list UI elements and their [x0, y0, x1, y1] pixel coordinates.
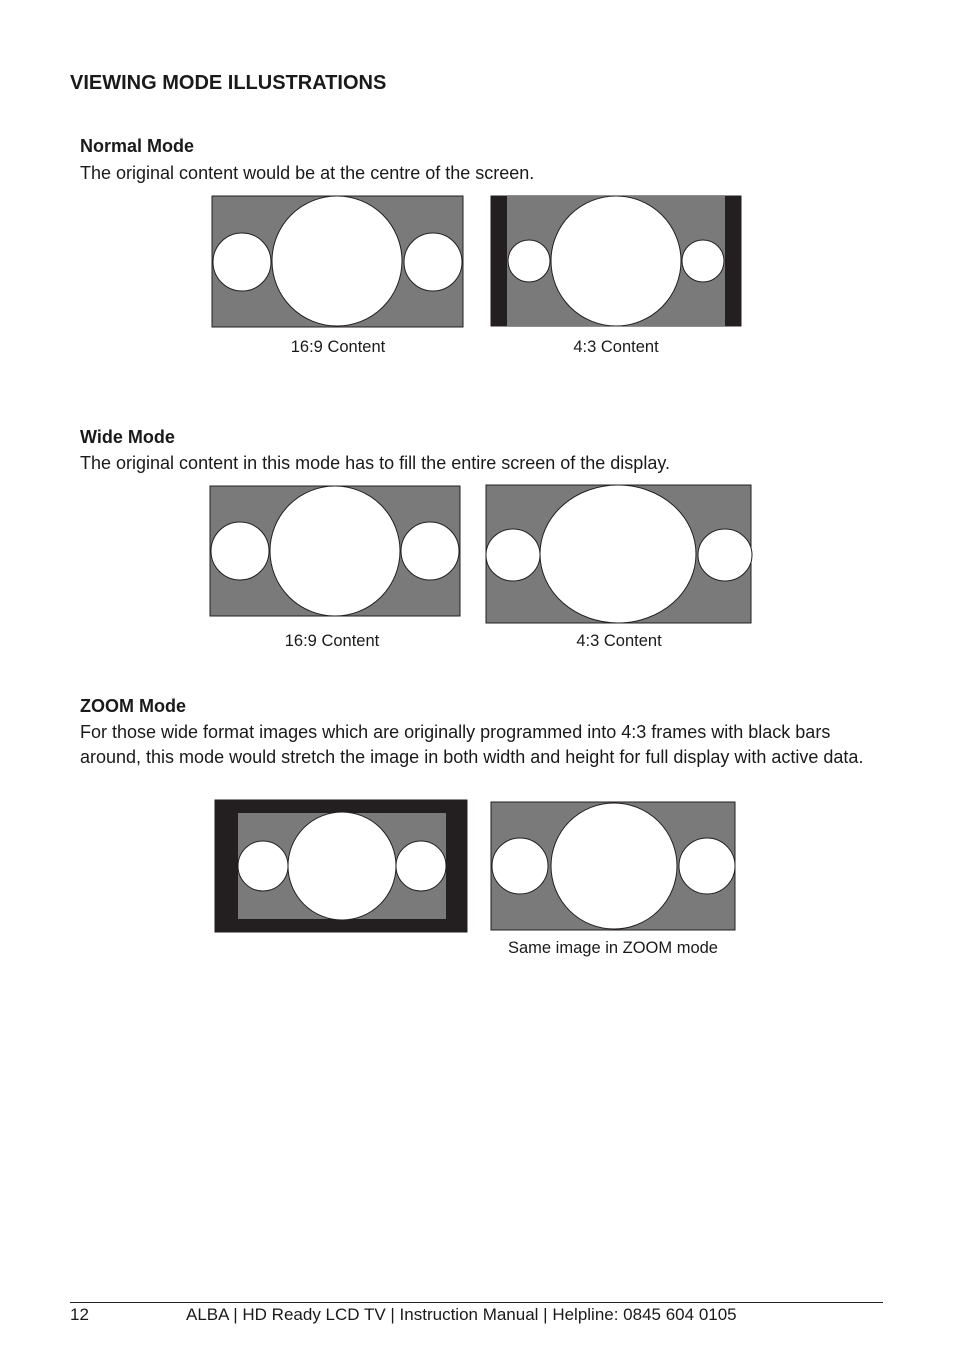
footer-rule — [70, 1302, 883, 1303]
normal-4-3-illustration — [490, 195, 743, 328]
zoom-mode-title: ZOOM Mode — [80, 696, 186, 716]
footer-text: ALBA | HD Ready LCD TV | Instruction Manual | Helpline: 0845 604 0105 — [186, 1305, 737, 1324]
wide-mode-text: The original content in this mode has to fill the entire screen of the display. — [80, 453, 670, 473]
wide-mode-title: Wide Mode — [80, 427, 175, 447]
zoom-letterboxed-illustration — [214, 799, 469, 934]
footer-page-number: 12 — [70, 1305, 89, 1324]
normal-caption-16-9: 16:9 Content — [290, 338, 386, 356]
zoom-caption: Same image in ZOOM mode — [508, 939, 718, 957]
normal-mode-text: The original content would be at the centre of the screen. — [80, 163, 535, 183]
zoom-mode-text: For those wide format images which are originally programmed into 4:3 frames with black bars around, this mode would stretch the image in both width and height for full display with active data. — [80, 722, 864, 767]
normal-16-9-illustration — [211, 195, 465, 329]
wide-16-9-illustration — [209, 485, 462, 618]
normal-mode-title: Normal Mode — [80, 136, 195, 156]
normal-caption-4-3: 4:3 Content — [573, 338, 659, 356]
wide-caption-4-3: 4:3 Content — [576, 632, 662, 650]
page-heading: VIEWING MODE ILLUSTRATIONS — [70, 72, 387, 94]
zoom-result-illustration — [490, 801, 737, 932]
wide-4-3-illustration — [485, 484, 753, 625]
wide-caption-16-9: 16:9 Content — [284, 632, 380, 650]
